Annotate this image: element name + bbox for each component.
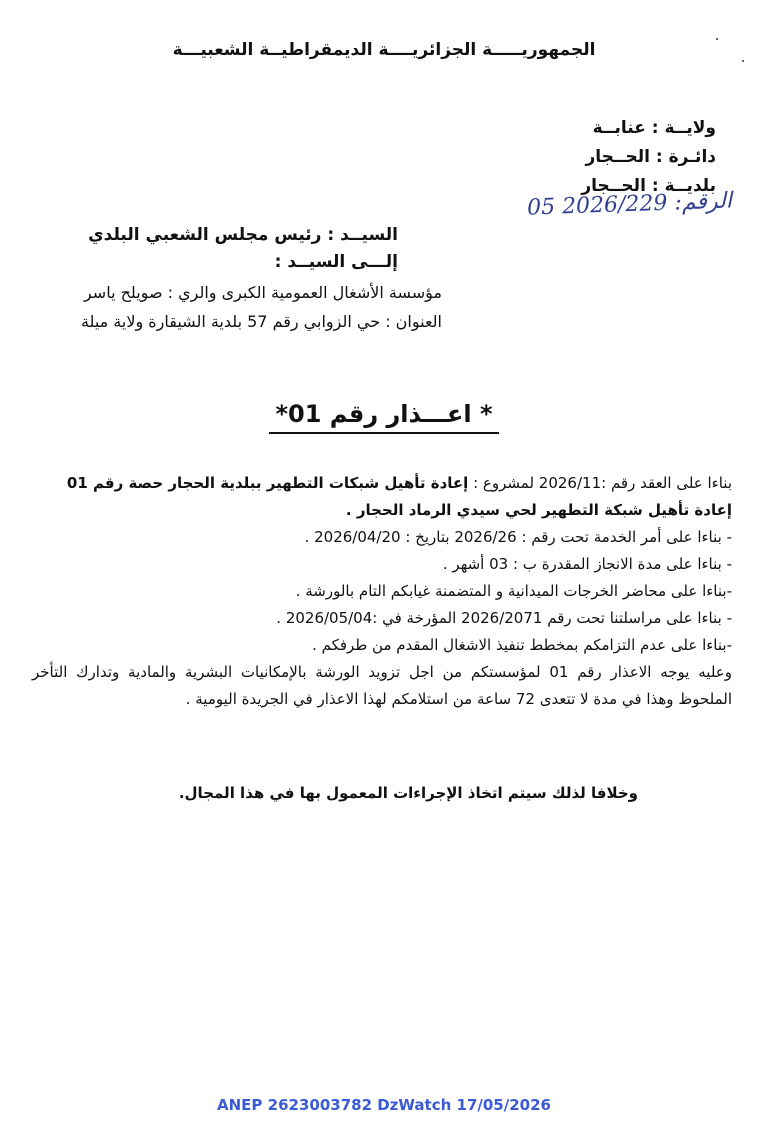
body-line: -بناءا على محاضر الخرجات الميدانية و المتضمنة غيابكم التام بالورشة . (295, 582, 732, 600)
body-line: - بناءا على أمر الخدمة تحت رقم : 2026/26 بتاريخ : 2026/04/20 . (304, 528, 732, 546)
body-line (32, 497, 732, 524)
notice-title-text: * اعـــذار رقم 01* (269, 400, 498, 434)
project-title: إعادة تأهيل شبكات التطهير ببلدية الحجار حصة رقم 01 (66, 474, 469, 492)
body-line: -بناءا على عدم التزامكم بمخطط تنفيذ الاشغال المقدم من طرفكم . (312, 636, 732, 654)
body-line: - بناءا على مدة الانجاز المقدرة ب : 03 أشهر . (442, 555, 732, 573)
company-block (22, 278, 442, 336)
republic-header: الجمهوريـــــة الجزائريــــة الديمقراطيــة الشعبيـــة (172, 40, 596, 60)
body-paragraph: وعليه يوجه الاعذار رقم 01 لمؤسستكم من اجل تزويد الورشة بالإمكانيات البشرية والمادية وتدارك التأخر الملحوظ وهذا في مدة لا تتعدى 72 ساعة من استلامكم لهذا الاعذار في الجريدة اليومية . (32, 663, 732, 708)
notice-title (0, 400, 768, 428)
company-name: مؤسسة الأشغال العمومية الكبرى والري : صويلح ياسر (83, 283, 442, 302)
daira-line: دائـرة : الحــجار (585, 147, 716, 167)
project-subtitle: إعادة تأهيل شبكة التطهير لحي سيدي الرماد الحجار . (345, 501, 732, 519)
commune-line: بلديــة : الحــجار (581, 176, 716, 196)
administration-block (416, 114, 716, 201)
notice-body (32, 470, 732, 713)
closing-statement: وخلافا لذلك سيتم اتخاذ الإجراءات المعمول بها في هذا المجال. (178, 784, 638, 802)
sender-recipient-block (38, 222, 398, 276)
body-line-prefix: بناءا على العقد رقم :2026/11 لمشروع : (473, 474, 732, 492)
body-line (32, 470, 732, 497)
handwritten-reference-number: الرقم: 2026/229 05 (526, 188, 733, 221)
addressee-line: إلـــى السيــد : (274, 252, 398, 272)
scan-speck (742, 60, 744, 62)
company-address: العنوان : حي الزوابي رقم 57 بلدية الشيقارة ولاية ميلة (80, 312, 442, 331)
sender-line: السيــد : رئيس مجلس الشعبي البلدي (88, 225, 398, 245)
wilaya-line: ولايــة : عنابــة (592, 118, 716, 138)
anep-watermark: ANEP 2623003782 DzWatch 17/05/2026 (217, 1096, 551, 1114)
body-line: - بناءا على مراسلتنا تحت رقم 2026/2071 المؤرخة في :2026/05/04 . (276, 609, 732, 627)
